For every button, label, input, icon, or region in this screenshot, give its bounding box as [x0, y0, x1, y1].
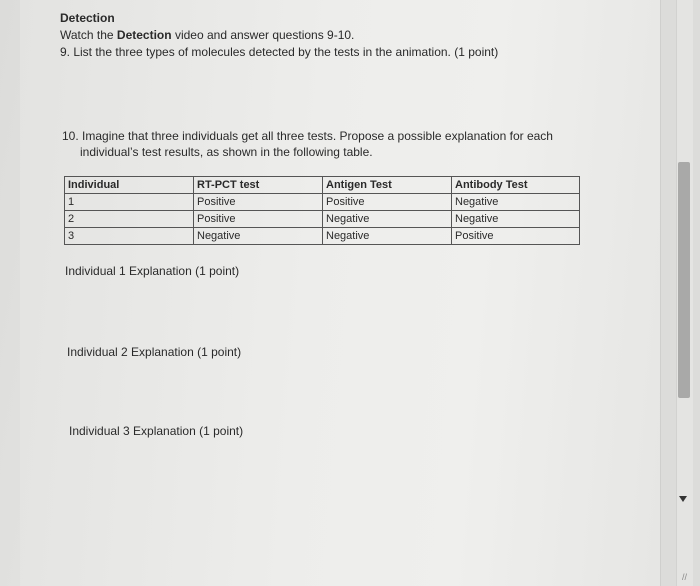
intro-suffix: video and answer questions 9-10. [171, 28, 355, 42]
individual-1-explanation-label: Individual 1 Explanation (1 point) [65, 264, 240, 278]
resize-grip-icon[interactable]: // [682, 572, 688, 582]
question-9: 9. List the three types of molecules detected by the tests in the animation. (1 point) [60, 45, 499, 59]
table-cell: Negative [452, 194, 580, 211]
header-antigen: Antigen Test [323, 177, 452, 194]
section-heading: Detection [60, 11, 115, 25]
table-cell: Positive [194, 211, 323, 228]
question-10-line-2: individual’s test results, as shown in the following table. [80, 145, 373, 159]
individual-3-explanation-label: Individual 3 Explanation (1 point) [69, 424, 244, 438]
table-cell: Negative [452, 211, 580, 228]
table-cell: 2 [65, 211, 194, 228]
table-cell: 3 [65, 228, 194, 245]
question-10-line-1: 10. Imagine that three individuals get all three tests. Propose a possible explanation for each [62, 129, 553, 143]
header-antibody: Antibody Test [452, 177, 580, 194]
header-rt-pct: RT-PCT test [194, 177, 323, 194]
table-header-row [65, 177, 580, 194]
intro-bold: Detection [116, 28, 172, 42]
individual-2-explanation-label: Individual 2 Explanation (1 point) [67, 345, 242, 359]
intro-line [60, 28, 354, 43]
test-results-table [64, 176, 580, 245]
table-row [65, 228, 580, 245]
table-row [65, 211, 580, 228]
table-cell: Positive [194, 194, 323, 211]
intro-prefix: Watch the [60, 28, 117, 42]
chevron-down-icon[interactable] [679, 496, 687, 502]
table-cell: Negative [194, 228, 323, 245]
document-page [20, 0, 661, 586]
table-cell: Positive [452, 228, 580, 245]
table-cell: 1 [65, 194, 194, 211]
scrollbar-thumb[interactable] [678, 162, 690, 398]
table-row [65, 194, 580, 211]
header-individual: Individual [65, 177, 194, 194]
table-cell: Negative [323, 211, 452, 228]
table-cell: Positive [323, 194, 452, 211]
table-cell: Negative [323, 228, 452, 245]
